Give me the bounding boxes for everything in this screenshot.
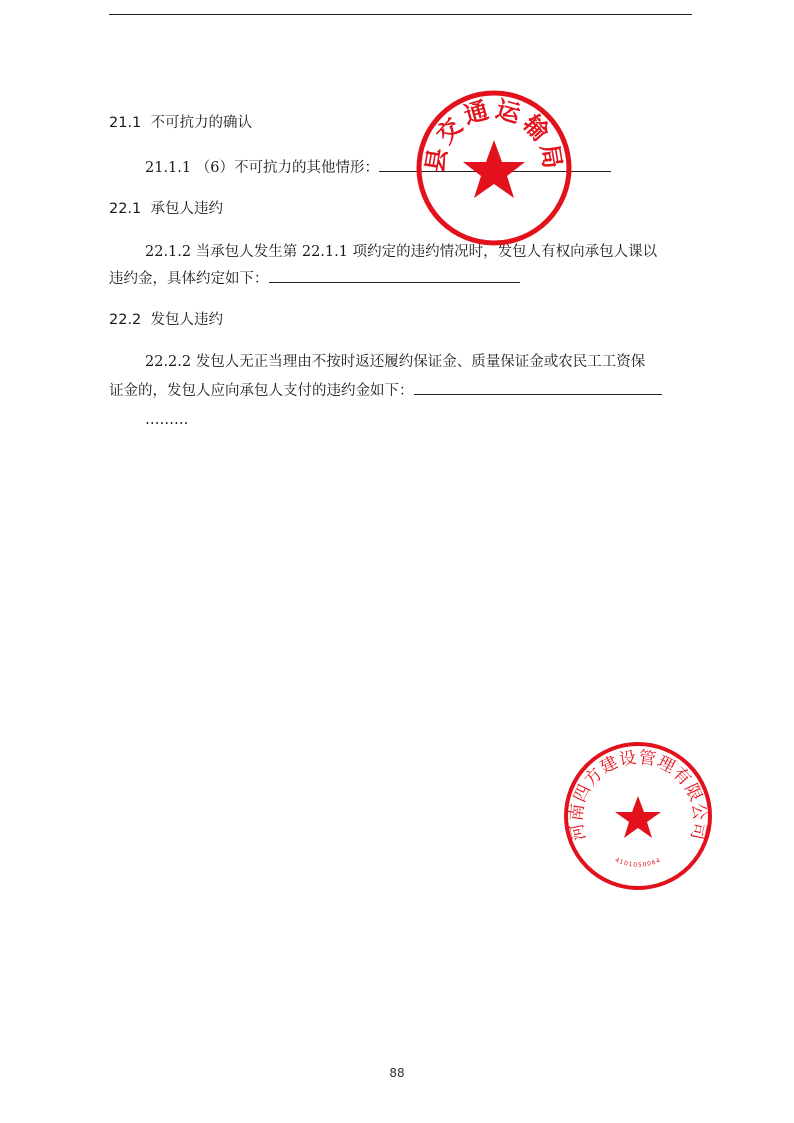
clause-text: 当承包人发生第 22.1.1 项约定的违约情况时，发包人有权向承包人课以 bbox=[195, 244, 658, 260]
clause-22-1-2-line2 bbox=[109, 268, 520, 289]
clause-text: 证金的，发包人应向承包人支付的违约金如下： bbox=[109, 383, 414, 399]
ellipsis: ……… bbox=[145, 412, 189, 428]
section-heading-22-2 bbox=[109, 310, 223, 330]
clause-22-2-2-line2 bbox=[109, 380, 662, 401]
section-title: 承包人违约 bbox=[150, 201, 224, 217]
section-number: 22.2 bbox=[109, 312, 142, 328]
clause-number: 22.1.2 bbox=[145, 244, 192, 260]
svg-text:4101050064 bbox=[614, 857, 662, 869]
section-title: 不可抗力的确认 bbox=[150, 115, 253, 131]
clause-number: 21.1.1 bbox=[145, 160, 192, 176]
header-rule bbox=[109, 14, 692, 15]
clause-text: 发包人无正当理由不按时返还履约保证金、质量保证金或农民工工资保 bbox=[195, 354, 646, 370]
fill-in-blank[interactable] bbox=[269, 268, 520, 283]
clause-number: 22.2.2 bbox=[145, 354, 192, 370]
section-heading-22-1 bbox=[109, 199, 223, 219]
clause-22-2-2-line1 bbox=[145, 352, 645, 372]
page-number: 88 bbox=[389, 1066, 405, 1080]
star-icon bbox=[615, 796, 661, 838]
clause-text: （6）不可抗力的其他情形： bbox=[195, 160, 379, 176]
clause-text: 违约金，具体约定如下： bbox=[109, 271, 269, 287]
section-number: 22.1 bbox=[109, 201, 142, 217]
section-number: 21.1 bbox=[109, 115, 142, 131]
seal-code-text: 4101050064 bbox=[613, 856, 663, 869]
fill-in-blank[interactable] bbox=[414, 380, 662, 395]
official-seal-bottom bbox=[562, 740, 714, 892]
seal-top-text: 县交通运输局 bbox=[420, 94, 568, 175]
section-heading-21-1 bbox=[109, 113, 252, 133]
star-icon bbox=[463, 140, 525, 198]
official-seal-top bbox=[412, 86, 576, 250]
seal-bottom-text: 河南四方建设管理有限公司 bbox=[566, 747, 710, 843]
clause-22-1-2-line1 bbox=[145, 242, 657, 262]
section-title: 发包人违约 bbox=[150, 312, 224, 328]
